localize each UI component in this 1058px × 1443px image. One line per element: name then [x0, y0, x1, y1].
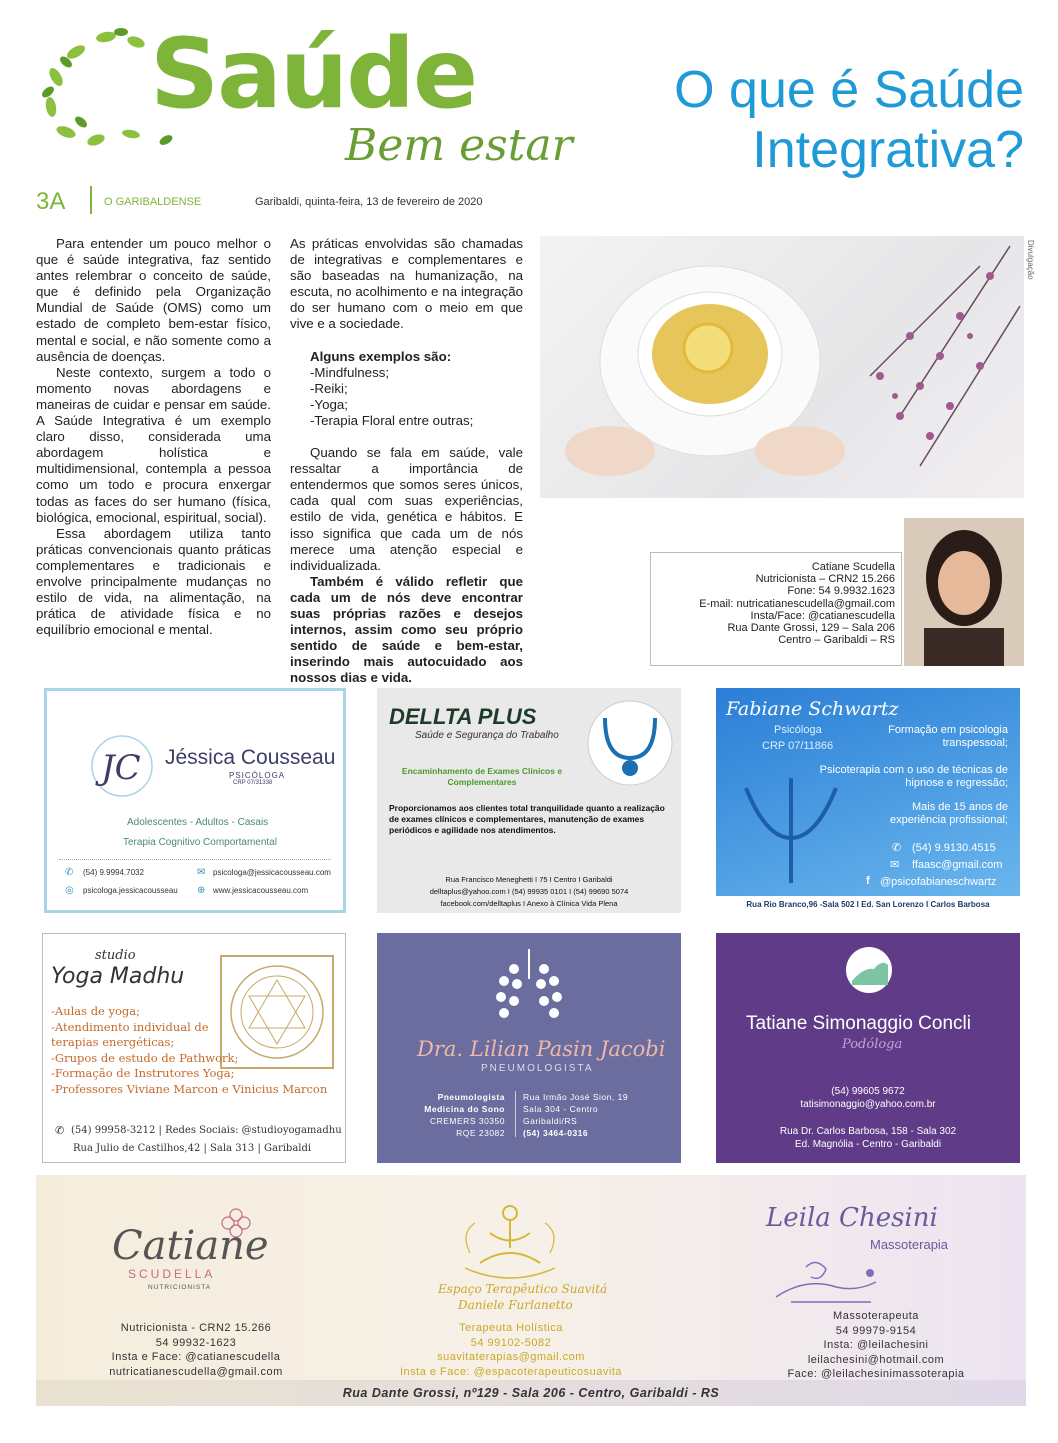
ad-fabiane-title: Psicóloga — [774, 724, 822, 736]
ad-jessica-crp: CRP 07/31338 — [233, 780, 273, 786]
article-headline — [544, 60, 1024, 180]
catiane-line-2: 54 99932-1623 — [155, 1336, 237, 1349]
lungs-icon — [489, 949, 569, 1029]
ad-jessica-name: Jéssica Cousseau — [165, 746, 336, 769]
ad-yoga-item: -Aulas de yoga; — [51, 1004, 141, 1018]
headline-line-1: O que é Saúde — [674, 61, 1024, 119]
catiane-logo-surname: SCUDELLA — [128, 1267, 216, 1281]
ad-fabiane-crp: CRP 07/11866 — [762, 740, 834, 752]
ad-jessica-insta: psicologa.jessicacousseau — [83, 886, 178, 895]
ad-dellta-plus — [377, 688, 681, 913]
author-email: E-mail: nutricatianescudella@gmail.com — [699, 597, 895, 610]
leila-line-3: Insta: @leilachesini — [823, 1339, 929, 1351]
ad-lilian-credentials — [397, 1091, 505, 1139]
ad-jessica-email: psicologa@jessicacousseau.com — [213, 868, 331, 877]
whatsapp-icon: ✆ — [65, 867, 74, 878]
ad-divider — [515, 1091, 516, 1137]
ad-fabiane-item-3: Mais de 15 anos de experiência profissional; — [889, 801, 1008, 826]
author-name: Catiane Scudella — [811, 561, 895, 573]
ad-tatiane-address — [716, 1125, 1020, 1151]
section-logo-subtitle: Bem estar — [345, 120, 573, 171]
catiane-logo-role: NUTRICIONISTA — [148, 1284, 212, 1291]
daniele-line-4: Insta e Face: @espacoterapeuticosuavita — [399, 1365, 623, 1378]
article-column-2 — [290, 236, 523, 686]
daniele-line-2: 54 99102-5082 — [470, 1336, 552, 1349]
stethoscope-icon — [585, 698, 675, 788]
ad-tatiane-phone: (54) 99605 9672 — [831, 1086, 905, 1097]
author-social: Insta/Face: @catianescudella — [750, 609, 895, 622]
whatsapp-icon: ✆ — [892, 842, 902, 854]
leila-logo-name: Leila Chesini — [766, 1203, 938, 1233]
article-paragraph: Para entender um pouco melhor o que é saúde integrativa, faz sentido antes relembrar o conceito de saúde, que é definido pela Organização Mundial de Saúde (OMS) como um estado de completo bem-estar físico, mental e social, e não somente como a ausência de doenças. — [36, 236, 271, 364]
ad-tatiane-email: tatisimonaggio@yahoo.com.br — [800, 1099, 936, 1110]
article-column-1 — [36, 236, 271, 638]
catiane-line-1: Nutricionista - CRN2 15.266 — [120, 1322, 272, 1334]
leila-contact — [756, 1309, 996, 1382]
example-item: -Terapia Floral entre outras; — [310, 412, 474, 428]
ad-lilian-title: PNEUMOLOGISTA — [481, 1063, 594, 1074]
ad-lilian-left-2: Medicina do Sono — [424, 1104, 505, 1114]
massage-figure-icon — [766, 1247, 886, 1307]
ad-yoga-studio: studio — [95, 948, 136, 963]
article-paragraph: Também é válido refletir que cada um de nós deve encontrar suas próprias razões e desejos internos, assim como seu próprio sentido de saúde e bem-estar, inserindo mais autocuidado aos nossos dias e vida. — [290, 573, 523, 686]
article-paragraph: As práticas envolvidas são chamadas de integrativas e complementares e são baseadas na humanização, na escuta, no acolhimento e na integração do ser humano com o meio em que vive e a sociedade. — [290, 236, 523, 332]
ad-lilian-right-3: Garibaldi/RS — [523, 1116, 578, 1126]
ad-yoga-contact: (54) 99958-3212 | Redes Sociais: @studioyogamadhu — [71, 1125, 342, 1136]
author-address: Rua Dante Grossi, 129 – Sala 206 — [727, 622, 895, 635]
ad-tatiane-address-1: Rua Dr. Carlos Barbosa, 158 - Sala 302 — [779, 1126, 957, 1137]
web-icon: ⊕ — [197, 885, 206, 896]
ad-lilian-right-4: (54) 3464-0316 — [523, 1128, 589, 1138]
daniele-logo-person: Daniele Furlanetto — [458, 1298, 573, 1312]
daniele-line-3: suavitaterapias@gmail.com — [437, 1351, 585, 1363]
ad-fabiane-item-1: Formação em psicologia transpessoal; — [888, 724, 1008, 749]
ad-tatiane-name: Tatiane Simonaggio Concli — [746, 1013, 971, 1034]
ad-fabiane-phone: (54) 9.9130.4515 — [912, 842, 996, 854]
catiane-contact — [76, 1321, 316, 1379]
ad-fabiane-name: Fabiane Schwartz — [726, 698, 899, 720]
author-city: Centro – Garibaldi – RS — [778, 634, 895, 647]
ad-dellta-brand: DELLTA PLUS — [389, 704, 537, 729]
ad-tatiane-simonaggio-concli — [716, 933, 1020, 1163]
ad-lilian-right-1: Rua Irmão José Sion, 19 — [523, 1092, 629, 1102]
ad-dellta-facebook: facebook.com/delltaplus I Anexo à Clínica Vida Plena — [440, 899, 618, 908]
ad-fabiane-email: ffaasc@gmail.com — [912, 859, 1003, 871]
daniele-contact — [376, 1321, 646, 1379]
tea-cup-illustration — [540, 236, 1024, 498]
ad-yoga-item: -Atendimento individual de terapias energéticas; — [51, 1019, 209, 1049]
dateline: Garibaldi, quinta-feira, 13 de fevereiro de 2020 — [255, 196, 483, 208]
ad-dellta-service: Encaminhamento de Exames Clínicos e Complementares — [401, 766, 563, 787]
ad-jessica-audience: Adolescentes - Adultos - Casais — [127, 817, 269, 828]
leila-line-2: 54 99979-9154 — [835, 1324, 917, 1337]
ad-jessica-cousseau — [44, 688, 346, 913]
ad-lilian-left-4: RQE 23082 — [456, 1128, 505, 1138]
section-logo-title: Saúde — [150, 18, 477, 130]
examples-title: Alguns exemplos são: — [310, 348, 452, 364]
ad-tatiane-contact — [716, 1085, 1020, 1111]
ad-studio-yoga-madhu — [42, 933, 346, 1163]
article-paragraph: Essa abordagem utiliza tanto práticas convencionais quanto práticas complementares e tradicionais e envolve principalmente mudanças no estilo de vida, na alimentação, na prática de atividade física e no equilíbrio emocional e mental. — [36, 525, 271, 638]
example-item: -Yoga; — [310, 396, 348, 412]
ad-dellta-body: Proporcionamos aos clientes total tranquilidade quanto a realização de exames clínicos e complementares, manutenção de exames periódicos e agilidade nos atendimentos. — [389, 803, 665, 835]
instagram-icon: ◎ — [65, 885, 74, 896]
leila-line-4: leilachesini@hotmail.com — [807, 1353, 945, 1366]
leila-line-1: Massoterapeuta — [833, 1310, 919, 1322]
article-paragraph: Quando se fala em saúde, vale ressaltar a importância de entendermos que somos seres únicos, cada qual com suas experiências, estilo de vida, genética e hábitos. E isso significa que cada um de nós merece uma atenção especial e individualizada. — [290, 445, 523, 573]
ad-divider — [59, 859, 331, 860]
author-info-box — [650, 552, 902, 666]
ad-bottom-address-bar — [36, 1380, 1026, 1406]
author-role: Nutricionista – CRN2 15.266 — [755, 573, 895, 586]
catiane-line-3: Insta e Face: @catianescudella — [111, 1351, 281, 1363]
ad-lilian-right-2: Sala 304 - Centro — [523, 1104, 599, 1114]
author-portrait — [904, 518, 1024, 666]
tea-cup-photo — [540, 236, 1024, 498]
ad-jessica-phone: (54) 9.9994.7032 — [83, 868, 144, 877]
jc-monogram-logo — [87, 731, 157, 801]
foot-logo-icon — [844, 945, 894, 995]
ad-yoga-item: -Formação de Instrutores Yoga; — [51, 1066, 235, 1080]
leila-logo-role: Massoterapia — [870, 1237, 949, 1252]
catiane-line-4: nutricatianescudella@gmail.com — [109, 1365, 283, 1378]
ad-lilian-address — [523, 1091, 673, 1139]
author-phone: Fone: 54 9.9932.1623 — [787, 585, 895, 598]
ad-yoga-item: -Grupos de estudo de Pathwork; — [51, 1050, 239, 1065]
page-number: 3A — [36, 188, 66, 215]
daniele-logo-name: Espaço Terapêutico Suavitá — [438, 1282, 608, 1296]
ad-jessica-web: www.jessicacousseau.com — [213, 886, 309, 895]
example-item: -Reiki; — [310, 380, 348, 396]
ad-lilian-name: Dra. Lilian Pasin Jacobi — [417, 1037, 666, 1061]
whatsapp-icon: ✆ — [55, 1125, 65, 1137]
ad-lilian-left-1: Pneumologista — [437, 1092, 505, 1102]
ad-tatiane-address-2: Ed. Magnólia - Centro - Garibaldi — [794, 1139, 942, 1150]
email-icon: ✉ — [890, 859, 900, 871]
ad-fabiane-item-2: Psicoterapia com o uso de técnicas de hipnose e regressão; — [819, 764, 1008, 789]
catiane-logo-name: Catiane — [112, 1223, 269, 1269]
ad-yoga-items — [51, 1004, 328, 1097]
ad-jessica-title: PSICÓLOGA — [229, 771, 286, 780]
psi-symbol-icon — [736, 778, 846, 888]
photo-credit: Divulgação — [1026, 240, 1035, 280]
ad-tatiane-title: Podóloga — [842, 1037, 903, 1052]
ad-yoga-item: -Professores Viviane Marcon e Vinicius Marcon — [51, 1081, 328, 1096]
email-icon: ✉ — [197, 867, 206, 878]
header-divider — [90, 186, 92, 214]
example-item: -Mindfulness; — [310, 364, 390, 380]
newspaper-name: O GARIBALDENSE — [104, 196, 202, 208]
article-paragraph: Neste contexto, surgem a todo o momento novas abordagens e maneiras de cuidar e pensar em saúde. A Saúde Integrativa é um exemplo claro disso, considerada uma abordagem holística e multidimensional, contempla a pessoa como um todo e procura enxergar todas as faces do ser humano (física, biológica, emocional, espiritual, social). — [36, 364, 271, 525]
meditation-lotus-icon — [450, 1193, 570, 1283]
ad-yoga-address: Rua Julio de Castilhos,42 | Sala 313 | Garibaldi — [73, 1143, 312, 1154]
ad-yoga-name: Yoga Madhu — [51, 964, 185, 989]
ad-dellta-tagline: Saúde e Segurança do Trabalho — [415, 730, 559, 741]
ad-bottom-banner — [36, 1175, 1026, 1403]
ad-fabiane-schwartz — [716, 688, 1020, 913]
ad-dellta-contact: delltaplus@yahoo.com I (54) 99935 0101 I (54) 99690 5074 — [429, 887, 629, 896]
ad-dra-lilian-pasin-jacobi — [377, 933, 681, 1163]
ad-bottom-address: Rua Dante Grossi, nº129 - Sala 206 - Centro, Garibaldi - RS — [342, 1386, 720, 1400]
facebook-icon: f — [866, 875, 870, 887]
daniele-line-1: Terapeuta Holística — [459, 1322, 563, 1334]
ad-lilian-left-3: CREMERS 30350 — [429, 1116, 505, 1126]
ad-jessica-therapy: Terapia Cognitivo Comportamental — [123, 837, 277, 848]
leila-line-5: Face: @leilachesinimassoterapia — [787, 1368, 965, 1380]
ad-fabiane-address: Rua Rio Branco,96 -Sala 502 I Ed. San Lorenzo I Carlos Barbosa — [716, 896, 1020, 913]
ad-dellta-address: Rua Francisco Meneghetti I 75 I Centro I Garibaldi — [445, 875, 613, 884]
ad-fabiane-facebook: @psicofabianeschwartz — [880, 876, 997, 888]
ad-dellta-footer — [377, 874, 681, 910]
svg-text:JC: JC — [101, 748, 141, 788]
headline-line-2: Integrativa? — [752, 121, 1024, 179]
